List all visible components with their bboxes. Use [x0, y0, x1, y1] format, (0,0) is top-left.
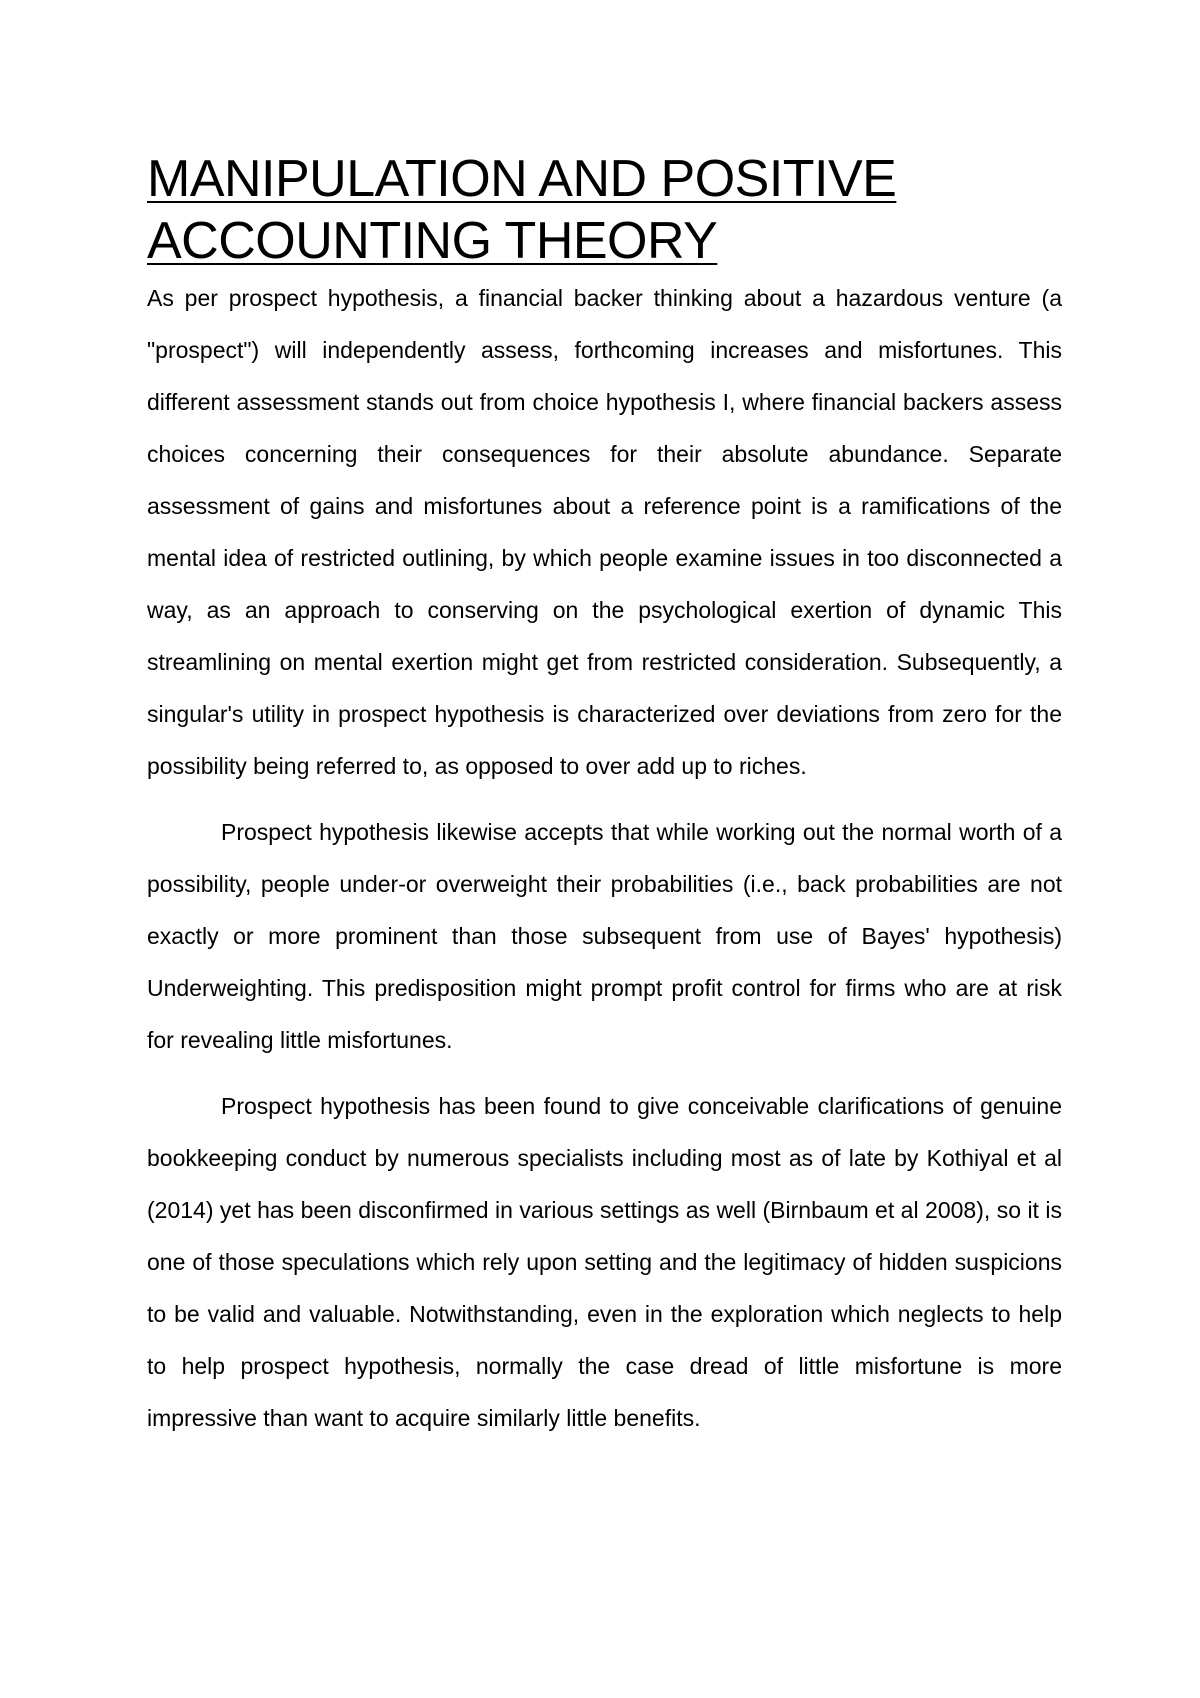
document-page	[147, 148, 1062, 1444]
paragraph-3: Prospect hypothesis has been found to give conceivable clarifications of genuine bookkeeping conduct by numerous specialists including most as of late by Kothiyal et al (2014) yet has been disconfirmed in various settings as well (Birnbaum et al 2008), so it is one of those speculations which rely upon setting and the legitimacy of hidden suspicions to be valid and valuable. Notwithstanding, even in the exploration which neglects to help to help prospect hypothesis, normally the case dread of little misfortune is more impressive than want to acquire similarly little benefits.	[147, 1093, 1062, 1431]
paragraph-1: As per prospect hypothesis, a financial backer thinking about a hazardous venture (a "prospect") will independently assess, forthcoming increases and misfortunes. This different assessment stands out from choice hypothesis I, where financial backers assess choices concerning their consequences for their absolute abundance. Separate assessment of gains and misfortunes about a reference point is a ramifications of the mental idea of restricted outlining, by which people examine issues in too disconnected a way, as an approach to conserving on the psychological exertion of dynamic This streamlining on mental exertion might get from restricted consideration. Subsequently, a singular's utility in prospect hypothesis is characterized over deviations from zero for the possibility being referred to, as opposed to over add up to riches.	[147, 285, 1062, 779]
title-line-2: ACCOUNTING THEORY	[147, 212, 718, 270]
paragraph-2: Prospect hypothesis likewise accepts that while working out the normal worth of a possibility, people under-or overweight their probabilities (i.e., back probabilities are not exactly or more prominent than those subsequent from use of Bayes' hypothesis) Underweighting. This predisposition might prompt profit control for firms who are at risk for revealing little misfortunes.	[147, 819, 1062, 1053]
document-title	[147, 148, 1062, 272]
title-line-1: MANIPULATION AND POSITIVE	[147, 150, 897, 208]
